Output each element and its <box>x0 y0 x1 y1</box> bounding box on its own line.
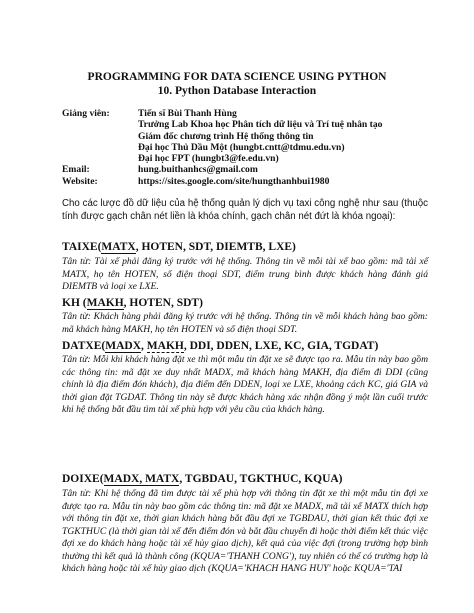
website-value: https://sites.google.com/site/hungthanhbui1980 <box>138 175 330 187</box>
description-datxe: Tân từ: Mỗi khi khách hàng đặt xe thì một mẫu tin đặt xe sẽ được tạo ra. Mẫu tin này bao gồm các thông tin: mã đặt xe duy nhất MADX, mã khách hàng MAKH, địa điểm đi DDI (cũng chính là địa điểm đón khách), địa điểm đến DDEN, loại xe LXE, khoảng cách KC, giá GIA và thời gian đặt TGDAT. Thông tin này sẽ được khách hàng xác nhận đồng ý một lần cuối trước khi hệ thống bắt đầu tìm tài xế phù hợp với yêu cầu của khách hàng. <box>62 354 428 415</box>
primary-key: MADX, MATX <box>103 473 180 485</box>
schema-taixe: TAIXE(MATX, HOTEN, SDT, DIEMTB, LXE) <box>62 241 296 253</box>
table-name: DOIXE <box>62 473 100 485</box>
lecturer-line-3: Đại học Thủ Dầu Một (hungbt.cntt@tdmu.edu.vn) <box>138 141 345 153</box>
intro-paragraph: Cho các lược đồ dữ liệu của hệ thống quản lý dịch vụ taxi công nghệ như sau (thuộc tính được gạch chân nét liền là khóa chính, gạch chân nét đứt là khóa ngoại): <box>62 198 428 222</box>
lecturer-line-1: Trưởng Lab Khoa học Phân tích dữ liệu và Trí tuệ nhân tạo <box>138 119 383 131</box>
document-subtitle: 10. Python Database Interaction <box>157 85 317 97</box>
lecturer-label: Giảng viên: <box>62 108 110 119</box>
table-name: DATXE <box>62 340 102 352</box>
description-doixe: Tân từ: Khi hệ thống đã tìm được tài xế phù hợp với thông tin đặt xe thì một mẫu tin đợi xe được tạo ra. Mẫu tin này bao gồm các thông tin: mã đặt xe MADX, mã tài xế MATX thích hợp với thông tin đặt xe, thời gian khách hàng bắt đầu đợi xe TGBDAU, thời gian kết thúc đợi xe TGKTHUC (là thời gian tài xế đến điểm đón và bắt đầu chuyến đi hoặc thời điểm kết thúc việc đợi xe do khách hàng hoặc tài xế hủy giao dịch), kết quả của việc đợi (trong trường hợp bình thường thì kết quả là thành công (KQUA='THANH CONG'), tuy nhiên có thể có trường hợp là khách hàng hoặc tài xế hủy giao dịch (KQUA='KHACH HANG HUY' hoặc KQUA='TAI <box>62 488 428 574</box>
description-taixe: Tân từ: Tài xế phải đăng ký trước với hệ thống. Thông tin về mỗi tài xế bao gồm: mã tài xế MATX, họ tên HOTEN, số điện thoại SDT, điểm trung bình được khách hàng đánh giá DIEMTB và loại xe LXE. <box>62 256 428 292</box>
schema-kh: KH (MAKH, HOTEN, SDT) <box>62 297 203 309</box>
table-name: TAIXE <box>62 241 98 253</box>
primary-key: MADX <box>105 340 142 352</box>
lecturer-line-2: Giám đốc chương trình Hệ thống thông tin <box>138 130 314 142</box>
document-title: PROGRAMMING FOR DATA SCIENCE USING PYTHON <box>87 71 387 83</box>
primary-key: MATX <box>101 241 136 253</box>
lecturer-name: Tiến sĩ Bùi Thanh Hùng <box>138 108 237 119</box>
lecturer-line-4: Đại học FPT (hungbt3@fe.edu.vn) <box>138 153 279 165</box>
email-label: Email: <box>62 164 90 176</box>
foreign-key: MAKH <box>146 340 184 352</box>
website-label: Website: <box>62 175 98 187</box>
schema-datxe: DATXE(MADX, MAKH, DDI, DDEN, LXE, KC, GIA, TGDAT) <box>62 340 379 352</box>
description-kh: Tân từ: Khách hàng phải đăng ký trước với hệ thống. Thông tin về mỗi khách hàng bao gồm: mã khách hàng MAKH, họ tên HOTEN và số điện thoại SDT. <box>62 311 428 335</box>
foreign-key: MATX <box>145 473 180 485</box>
table-name: KH <box>62 297 80 309</box>
email-value: hung.buithanhcs@gmail.com <box>138 164 258 176</box>
schema-doixe: DOIXE(MADX, MATX, TGBDAU, TGKTHUC, KQUA) <box>62 473 343 485</box>
lecturer-info <box>62 108 382 187</box>
primary-key: MAKH <box>86 297 124 309</box>
foreign-key: MADX <box>103 473 140 485</box>
